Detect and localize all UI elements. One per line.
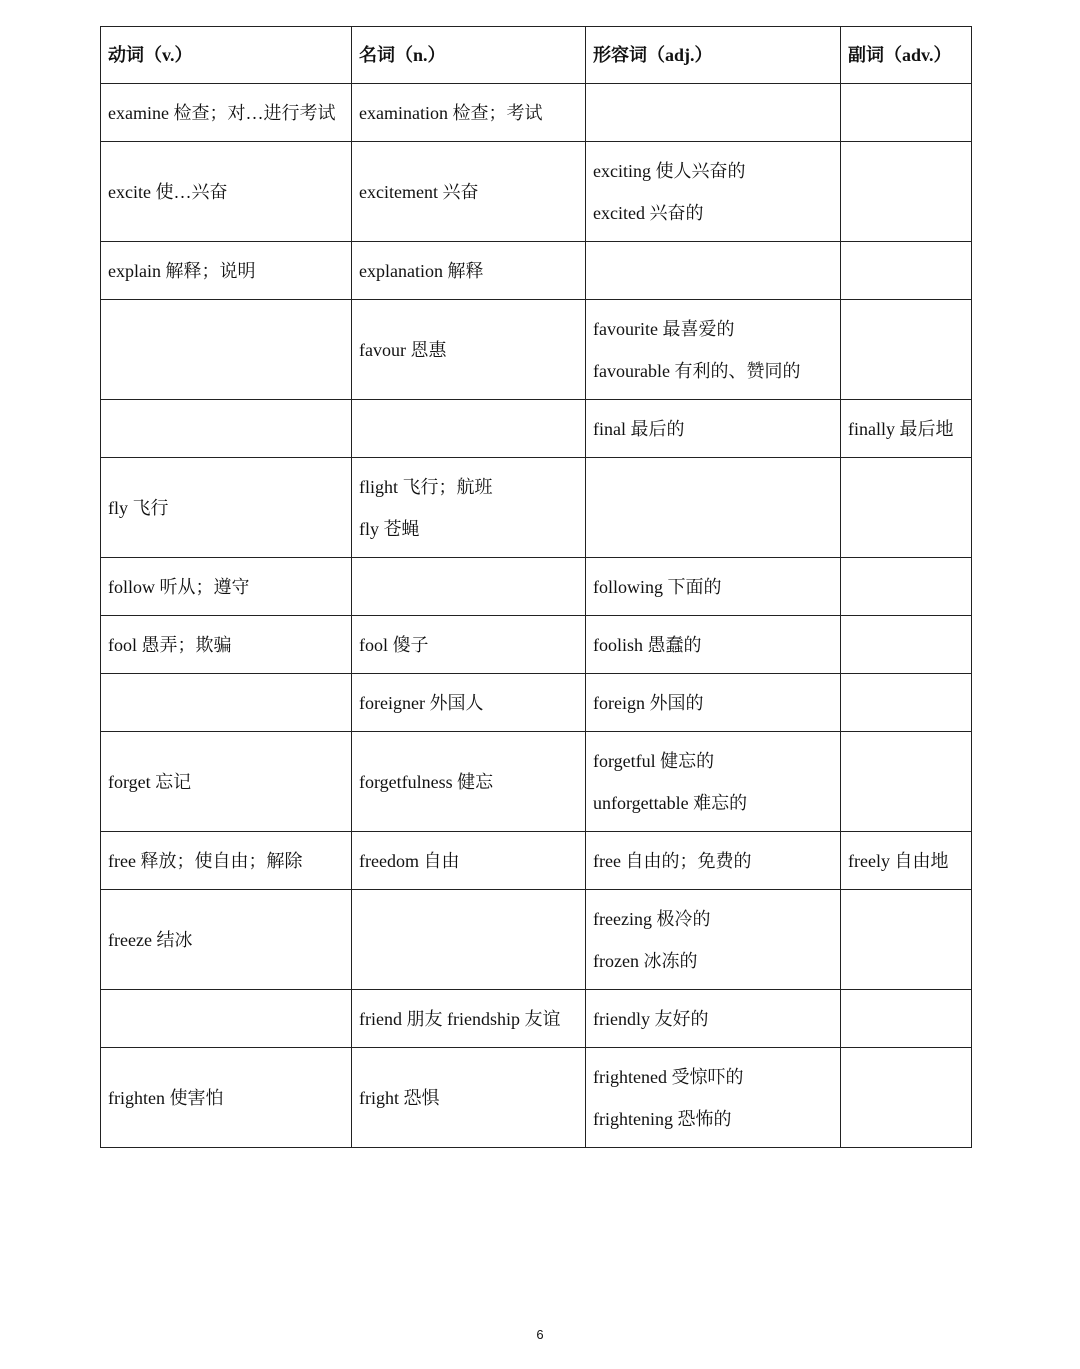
cell-entry: free 释放；使自由；解除 — [108, 850, 303, 871]
verb-cell — [101, 458, 352, 558]
table-row — [101, 832, 972, 890]
verb-cell — [101, 84, 352, 142]
cell-entry: excite 使…兴奋 — [108, 181, 228, 202]
adjective-cell — [586, 732, 841, 832]
adverb-cell — [841, 1048, 972, 1148]
adjective-cell — [586, 674, 841, 732]
header-adjective: 形容词（adj.） — [586, 27, 841, 84]
noun-cell — [352, 990, 586, 1048]
header-noun: 名词（n.） — [352, 27, 586, 84]
word-forms-table — [100, 26, 972, 1148]
adverb-cell — [841, 832, 972, 890]
cell-entry: finally 最后地 — [848, 418, 954, 439]
noun-cell — [352, 890, 586, 990]
table-row — [101, 84, 972, 142]
verb-cell — [101, 732, 352, 832]
adverb-cell — [841, 990, 972, 1048]
header-adverb: 副词（adv.） — [841, 27, 972, 84]
cell-entry: favour 恩惠 — [359, 339, 447, 360]
table-row — [101, 990, 972, 1048]
noun-cell — [352, 558, 586, 616]
adverb-cell — [841, 558, 972, 616]
adjective-cell — [586, 558, 841, 616]
page-number: 6 — [536, 1327, 544, 1342]
adverb-cell — [841, 400, 972, 458]
cell-entry: freeze 结冰 — [108, 929, 193, 950]
adverb-cell — [841, 242, 972, 300]
adverb-cell — [841, 458, 972, 558]
table-body — [101, 84, 972, 1148]
cell-entry: foreigner 外国人 — [359, 692, 484, 713]
adjective-cell — [586, 458, 841, 558]
cell-entry: exciting 使人兴奋的 — [593, 160, 746, 181]
cell-entry: forget 忘记 — [108, 771, 192, 792]
cell-entry: excited 兴奋的 — [593, 202, 704, 223]
verb-cell — [101, 832, 352, 890]
verb-cell — [101, 890, 352, 990]
cell-entry: fly 苍蝇 — [359, 518, 420, 539]
verb-cell — [101, 990, 352, 1048]
table-row — [101, 1048, 972, 1148]
cell-entry: explain 解释；说明 — [108, 260, 256, 281]
cell-entry: fool 愚弄；欺骗 — [108, 634, 232, 655]
verb-cell — [101, 674, 352, 732]
adjective-cell — [586, 242, 841, 300]
adjective-cell — [586, 616, 841, 674]
cell-entry: foolish 愚蠢的 — [593, 634, 702, 655]
verb-cell — [101, 616, 352, 674]
adverb-cell — [841, 84, 972, 142]
cell-entry: fool 傻子 — [359, 634, 429, 655]
noun-cell — [352, 142, 586, 242]
verb-cell — [101, 1048, 352, 1148]
cell-entry: excitement 兴奋 — [359, 181, 479, 202]
adjective-cell — [586, 400, 841, 458]
cell-entry: favourable 有利的、赞同的 — [593, 360, 801, 381]
adverb-cell — [841, 142, 972, 242]
cell-entry: friendly 友好的 — [593, 1008, 709, 1029]
table-row — [101, 242, 972, 300]
adjective-cell — [586, 890, 841, 990]
table-row — [101, 142, 972, 242]
noun-cell — [352, 616, 586, 674]
cell-entry: freely 自由地 — [848, 850, 949, 871]
cell-entry: friend 朋友 friendship 友谊 — [359, 1008, 561, 1029]
cell-entry: frozen 冰冻的 — [593, 950, 698, 971]
noun-cell — [352, 300, 586, 400]
cell-entry: frightening 恐怖的 — [593, 1108, 732, 1129]
cell-entry: flight 飞行；航班 — [359, 476, 493, 497]
cell-entry: favourite 最喜爱的 — [593, 318, 735, 339]
cell-entry: freedom 自由 — [359, 850, 460, 871]
cell-entry: forgetfulness 健忘 — [359, 771, 494, 792]
noun-cell — [352, 84, 586, 142]
cell-entry: fright 恐惧 — [359, 1087, 440, 1108]
cell-entry: explanation 解释 — [359, 260, 484, 281]
table-row — [101, 400, 972, 458]
adjective-cell — [586, 990, 841, 1048]
table-row — [101, 674, 972, 732]
table-row — [101, 732, 972, 832]
adjective-cell — [586, 1048, 841, 1148]
cell-entry: fly 飞行 — [108, 497, 169, 518]
adverb-cell — [841, 890, 972, 990]
verb-cell — [101, 142, 352, 242]
adverb-cell — [841, 674, 972, 732]
noun-cell — [352, 1048, 586, 1148]
cell-entry: unforgettable 难忘的 — [593, 792, 748, 813]
adverb-cell — [841, 732, 972, 832]
adjective-cell — [586, 300, 841, 400]
noun-cell — [352, 242, 586, 300]
header-verb: 动词（v.） — [101, 27, 352, 84]
cell-entry: follow 听从；遵守 — [108, 576, 250, 597]
cell-entry: frightened 受惊吓的 — [593, 1066, 744, 1087]
adverb-cell — [841, 300, 972, 400]
adjective-cell — [586, 142, 841, 242]
cell-entry: final 最后的 — [593, 418, 685, 439]
table-header-row — [101, 27, 972, 84]
table-row — [101, 458, 972, 558]
cell-entry: free 自由的；免费的 — [593, 850, 752, 871]
noun-cell — [352, 674, 586, 732]
table-row — [101, 616, 972, 674]
noun-cell — [352, 732, 586, 832]
noun-cell — [352, 400, 586, 458]
noun-cell — [352, 458, 586, 558]
cell-entry: foreign 外国的 — [593, 692, 704, 713]
verb-cell — [101, 400, 352, 458]
noun-cell — [352, 832, 586, 890]
adjective-cell — [586, 84, 841, 142]
adverb-cell — [841, 616, 972, 674]
table-row — [101, 890, 972, 990]
verb-cell — [101, 242, 352, 300]
table-row — [101, 300, 972, 400]
cell-entry: freezing 极冷的 — [593, 908, 711, 929]
cell-entry: frighten 使害怕 — [108, 1087, 224, 1108]
verb-cell — [101, 300, 352, 400]
cell-entry: following 下面的 — [593, 576, 722, 597]
cell-entry: forgetful 健忘的 — [593, 750, 715, 771]
adjective-cell — [586, 832, 841, 890]
cell-entry: examination 检查；考试 — [359, 102, 543, 123]
verb-cell — [101, 558, 352, 616]
table-row — [101, 558, 972, 616]
cell-entry: examine 检查；对…进行考试 — [108, 102, 336, 123]
